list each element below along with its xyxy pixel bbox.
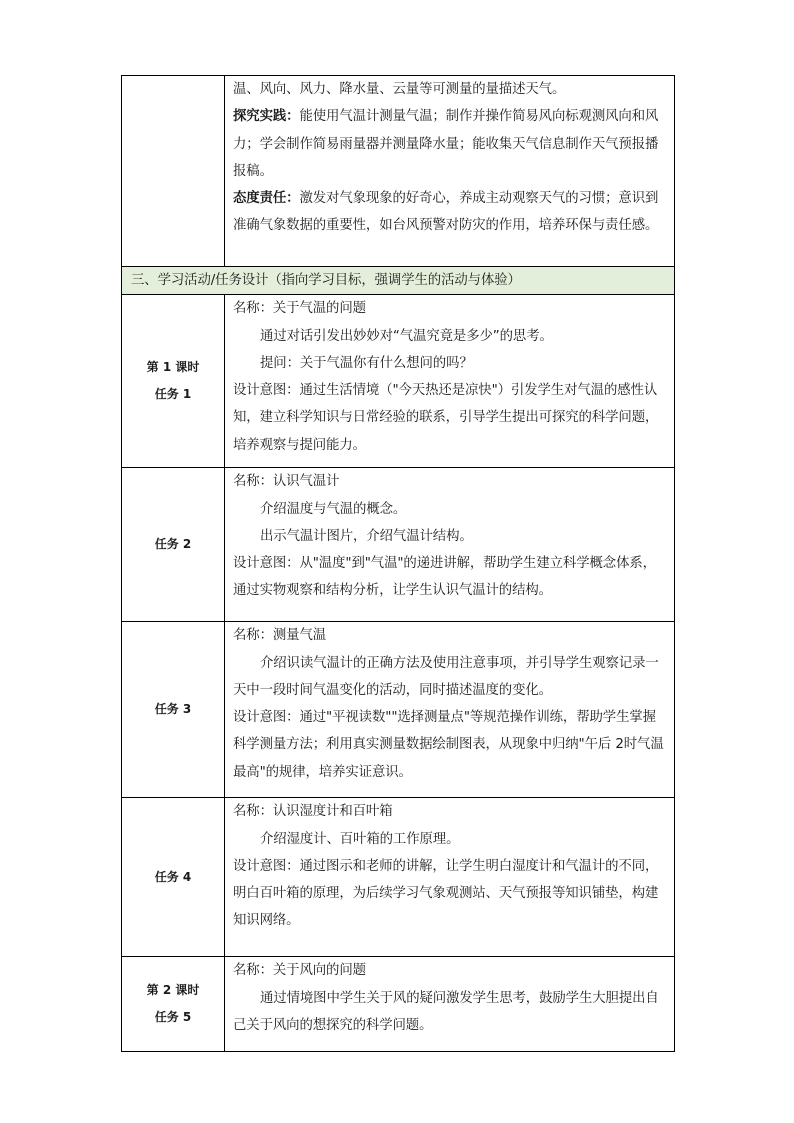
task-label: 任务 3 (154, 702, 192, 717)
task-body: 通过对话引发出妙妙对“气温究竟是多少”的思考。 (260, 328, 553, 344)
task-design: 设计意图：通过图示和老师的讲解，让学生明白湿度计和气温计的不同，明白百叶箱的原理，为后续学习气象观测站、天气预报等知识铺垫，构建知识网络。 (233, 858, 659, 929)
section-header-row (122, 267, 675, 295)
task-design: 设计意图：通过生活情境（"今天热还是凉快"）引发学生对气温的感性认知，建立科学知识与日常经验的联系，引导学生提出可探究的科学问题，培养观察与提问能力。 (233, 383, 659, 453)
task-content-cell (225, 622, 675, 798)
task-content-cell (225, 957, 675, 1052)
task-label: 任务 1 (154, 387, 192, 402)
task-body: 介绍温度与气温的概念。 (260, 501, 407, 517)
task-content-cell (225, 798, 675, 957)
task-row-5 (122, 957, 675, 1052)
attitude-label: 态度责任： (233, 191, 300, 207)
task-name: 名称：关于风向的问题 (233, 963, 366, 979)
explore-text: 能使用气温计测量气温；制作并操作简易风向标观测风向和风力；学会制作简易雨量器并测量降水量；能收集天气信息制作天气预报播报稿。 (233, 109, 659, 179)
lesson-label: 第 2 课时 (146, 983, 200, 998)
task-label-cell (122, 798, 225, 957)
explore-label: 探究实践： (233, 109, 300, 125)
goals-left-cell (122, 76, 225, 267)
task-row-4 (122, 798, 675, 957)
goals-line: 温、风向、风力、降水量、云量等可测量的量描述天气。 (233, 82, 566, 97)
task-name: 名称：认识湿度计和百叶箱 (233, 804, 393, 820)
attitude-text: 激发对气象现象的好奇心，养成主动观察天气的习惯；意识到准确气象数据的重要性，如台风预警对防灾的作用，培养环保与责任感。 (233, 191, 659, 234)
task-content-cell (225, 468, 675, 622)
task-label: 任务 5 (154, 1010, 192, 1025)
attitude-paragraph (233, 185, 669, 240)
task-design: 设计意图：从"温度"到"气温"的递进讲解，帮助学生建立科学概念体系，通过实物观察和结构分析，让学生认识气温计的结构。 (233, 556, 656, 599)
task-label-cell (122, 957, 225, 1052)
task-name: 名称：认识气温计 (233, 474, 340, 490)
task-body: 介绍湿度计、百叶箱的工作原理。 (260, 831, 460, 847)
goals-row (122, 76, 675, 267)
task-name: 名称：测量气温 (233, 628, 327, 644)
task-body: 介绍识读气温计的正确方法及使用注意事项，并引导学生观察记录一天中一段时间气温变化的活动，同时描述温度的变化。 (233, 655, 659, 698)
task-content-cell (225, 295, 675, 468)
task-body: 出示气温计图片，介绍气温计结构。 (260, 528, 473, 544)
task-row-1 (122, 295, 675, 468)
task-row-2 (122, 468, 675, 622)
task-label: 任务 2 (154, 537, 192, 552)
task-label-cell (122, 622, 225, 798)
task-label-cell (122, 468, 225, 622)
task-design: 设计意图：通过"平视读数""选择测量点"等规范操作训练，帮助学生掌握科学测量方法；利用真实测量数据绘制图表，从现象中归纳"午后 2时气温最高"的规律，培养实证意识。 (233, 710, 664, 780)
goals-content-cell (225, 76, 675, 267)
section-header: 三、学习活动/任务设计（指向学习目标，强调学生的活动与体验） (131, 273, 521, 288)
lesson-design-table (121, 75, 675, 1052)
task-body: 通过情境图中学生关于风的疑问激发学生思考，鼓励学生大胆提出自己关于风向的想探究的科学问题。 (233, 990, 659, 1033)
explore-paragraph (233, 103, 669, 185)
task-label: 任务 4 (154, 869, 192, 884)
task-label-cell (122, 295, 225, 468)
section-header-cell (122, 267, 675, 295)
task-row-3 (122, 622, 675, 798)
task-body: 提问：关于气温你有什么想问的吗？ (260, 355, 473, 371)
task-name: 名称：关于气温的问题 (233, 301, 366, 317)
lesson-label: 第 1 课时 (146, 360, 200, 375)
